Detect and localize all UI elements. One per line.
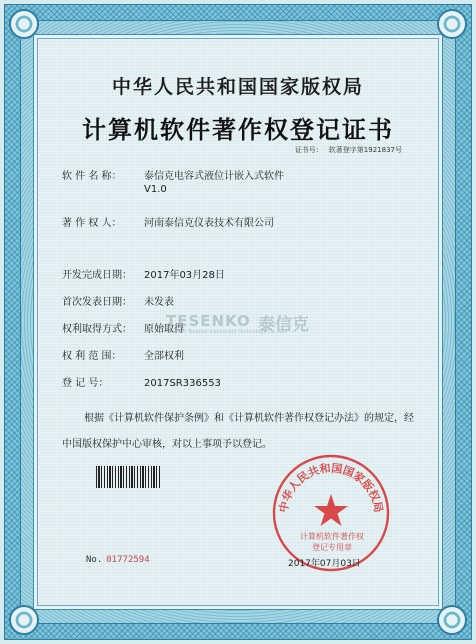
certificate-number-label: 证书号： — [294, 146, 323, 154]
issuer-title: 中华人民共和国国家版权局 — [111, 76, 364, 98]
certificate-number — [289, 145, 402, 155]
corner-ornament — [437, 605, 467, 635]
dev-date-row — [62, 266, 225, 281]
publish-date-value: 未发表 — [144, 297, 174, 308]
issue-date: 2017年07月03日 — [288, 559, 361, 569]
barcode — [96, 466, 162, 488]
registration-number-row — [62, 374, 221, 389]
watermark-brand: TESENKO — [166, 312, 251, 330]
seal-inner-line2: 登记专用章 — [312, 543, 352, 552]
rights-scope-value: 全部权利 — [144, 351, 184, 362]
registration-number-value: 2017SR336553 — [144, 378, 221, 389]
registration-number-label: 登 记 号： — [62, 378, 109, 389]
publish-date-label: 首次发表日期： — [62, 297, 132, 308]
certificate-title: 计算机软件著作权登记证书 — [82, 116, 394, 144]
dev-date-value: 2017年03月28日 — [144, 270, 225, 281]
software-name-value: 泰信克电容式液位计嵌入式软件 — [144, 171, 284, 182]
corner-ornament — [9, 605, 39, 635]
software-version: V1.0 — [144, 184, 167, 195]
watermark-subtitle: Henan Tesenko Instrument Technology Co., Ltd — [170, 329, 288, 335]
watermark-brand-cn: 泰信克 — [258, 315, 309, 335]
serial-value: 01772594 — [106, 555, 150, 565]
company-watermark — [166, 312, 316, 342]
owner-row — [62, 214, 274, 229]
corner-ornament — [9, 9, 39, 39]
rights-scope-label: 权 利 范 围： — [62, 351, 122, 362]
software-name-label: 软 件 名 称： — [62, 171, 122, 182]
serial-label: No. — [86, 555, 103, 565]
rights-method-value: 原始取得 — [144, 324, 184, 335]
serial-number — [86, 555, 150, 565]
seal-star-icon — [314, 494, 348, 526]
corner-ornament — [437, 9, 467, 39]
dev-date-label: 开发完成日期： — [62, 270, 132, 281]
publish-date-row — [62, 293, 174, 308]
seal-ring-text: 中华人民共和国国家版权局 — [276, 461, 386, 514]
rights-method-label: 权利取得方式： — [62, 324, 132, 335]
registration-statement: 根据《计算机软件保护条例》和《计算机软件著作权登记办法》的规定，经中国版权保护中心审核，对以上事项予以登记。 — [62, 413, 414, 450]
owner-value: 河南泰信克仪表技术有限公司 — [144, 218, 274, 229]
rights-scope-row — [62, 347, 184, 362]
owner-label: 著 作 权 人： — [62, 218, 122, 229]
certificate-number-value: 软著登字第1921837号 — [328, 146, 402, 154]
seal-inner-line1: 计算机软件著作权 — [300, 532, 364, 541]
software-name-row — [62, 167, 284, 195]
